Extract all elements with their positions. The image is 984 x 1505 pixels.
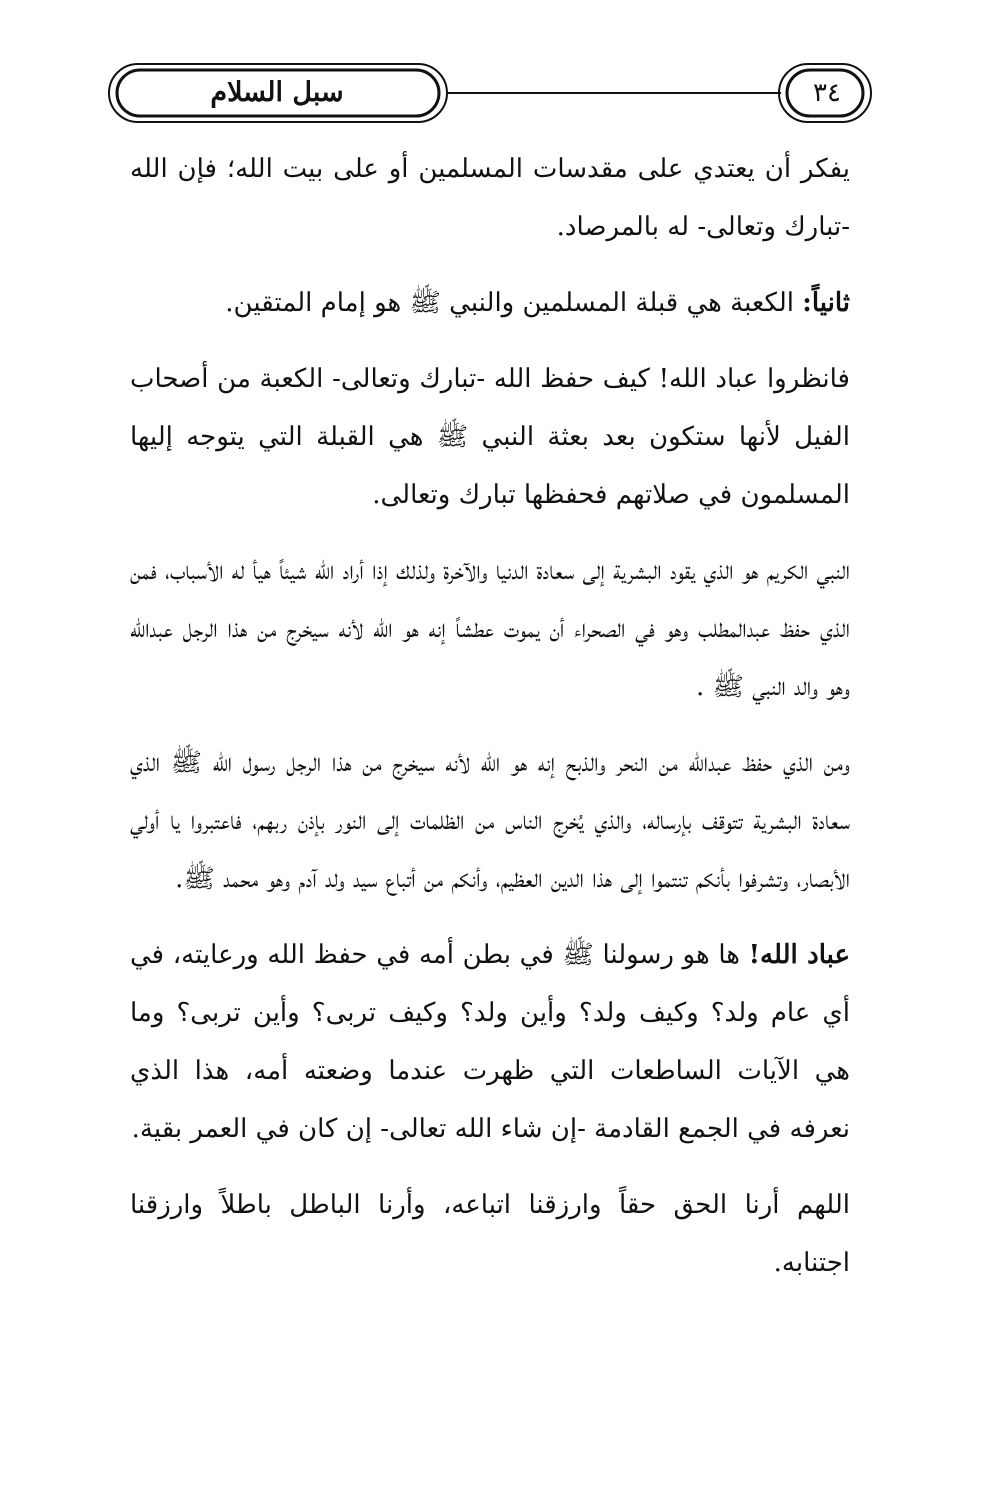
paragraph-lead: عباد الله! [748,940,850,970]
paragraph [130,926,850,1158]
paragraph-text: اللهم أرنا الحق حقاً وارزقنا اتباعه، وأرنا الباطل باطلاً وارزقنا اجتنابه. [130,1190,850,1278]
paragraph-text: النبي الكريم هو الذي يقود البشرية إلى سعادة الدنيا والآخرة ولذلك إذا أراد الله شيئاً هيأ له الأسباب، فمن الذي حفظ عبدالمطلب وهو في الصحراء أن يموت عطشاً إنه هو الله لأنه سيخرج من هذا الرجل عبدالله وهو والد النبي ﷺ . [130,556,850,702]
paragraph [130,140,850,256]
paragraph-text: ومن الذي حفظ عبدالله من النحر والذبح إنه هو الله لأنه سيخرج من هذا الرجل رسول الله ﷺ الذي سعادة البشرية تتوقف بإرساله، والذي يُخرج الناس من الظلمات إلى النور بإذن ربهم، فاعتبروا يا أولي الأبصار، وتشرفوا بأنكم تنتموا إلى هذا الدين العظيم، وأنكم من أتباع سيد ولد آدم وهو محمد ﷺ. [130,748,850,894]
paragraph-text: ها هو رسولنا ﷺ في بطن أمه في حفظ الله ورعايته، في أي عام ولد؟ وكيف ولد؟ وأين ولد؟ وكيف تربى؟ وأين تربى؟ وما هي الآيات الساطعات التي ظهرت عندما وضعته أمه، هذا الذي نعرفه في الجمع القادمة -إن شاء الله تعالى- إن كان في العمر بقية. [130,940,850,1144]
paragraph-lead: ثانياً: [802,288,850,318]
paragraph [130,274,850,332]
header-title: سبل السلام [210,77,344,108]
paragraph-text: الكعبة هي قبلة المسلمين والنبي ﷺ هو إمام المتقين. [225,288,803,318]
paragraph [130,350,850,524]
paragraph [130,1176,850,1292]
page-header [105,60,875,126]
paragraph [130,542,850,716]
page-number: ٣٤ [813,78,841,108]
paragraph-text: يفكر أن يعتدي على مقدسات المسلمين أو على بيت الله؛ فإن الله -تبارك وتعالى- له بالمرصاد. [130,154,850,242]
paragraph [130,734,850,908]
paragraph-text: فانظروا عباد الله! كيف حفظ الله -تبارك وتعالى- الكعبة من أصحاب الفيل لأنها ستكون بعد بعثة النبي ﷺ هي القبلة التي يتوجه إليها المسلمون في صلاتهم فحفظها تبارك وتعالى. [130,364,850,510]
page-body [130,140,850,1310]
